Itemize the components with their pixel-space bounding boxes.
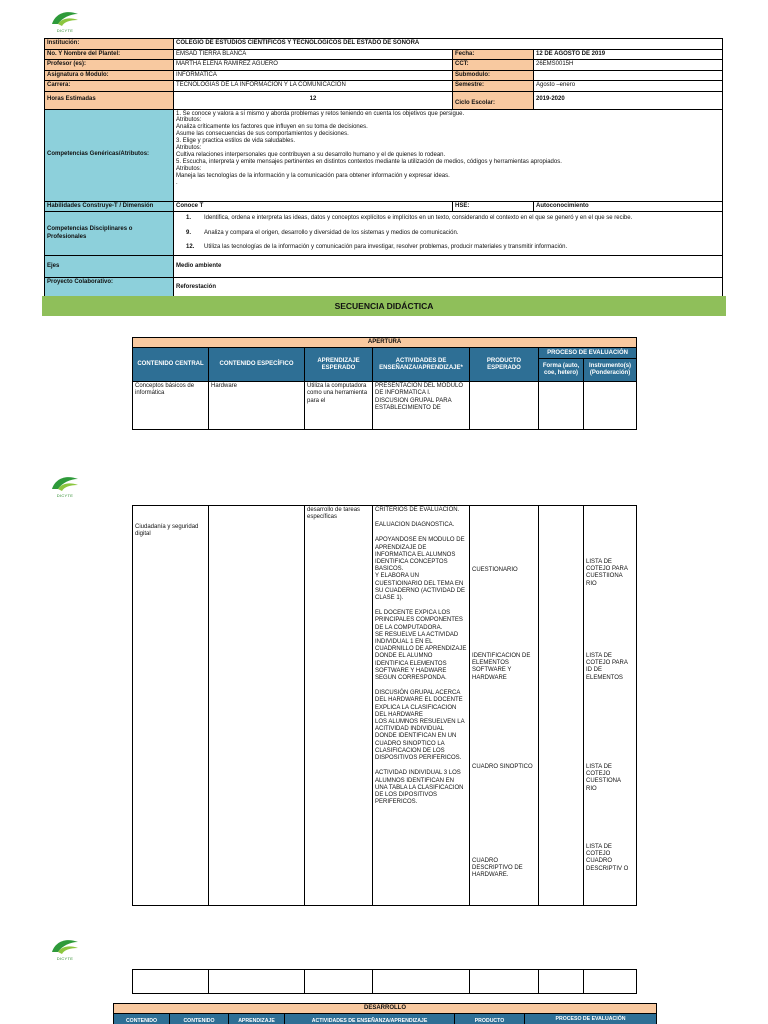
secuencia-title: SECUENCIA DIDÁCTICA (42, 296, 726, 316)
apertura-title: APERTURA (133, 338, 637, 348)
ejes-label: Ejes (45, 256, 174, 278)
cct-value: 26EMS0015H (534, 60, 723, 71)
activity-item: CRITERIOS DE EVALUACION. (375, 507, 460, 513)
logo-leaf-icon (48, 473, 82, 493)
producto-item: CUADRO DESCRIPTIVO DE HARDWARE. (472, 858, 523, 879)
activity-item: ACTIVIDAD INDIVIDUAL 3 LOS ALUMNOS IDENTIFICAN EN UNA TABLA LA CLASIFICACION DE LOS DIPOSITIVOS PERIFERICOS. (375, 770, 464, 806)
header-proceso: PROCESO DE EVALUACIÓN (525, 1014, 657, 1024)
activity-item: DISCUSIÓN GRUPAL ACERCA DEL HARDWARE EL DOCENTE EXPLICA LA CLASIFICACION DEL HARDWARE LOS ALUMNOS RESUELVEN LA ACITIVIDAD INDIVIDUAL DONDE IDENTIFICAN EN UN CUADRO SINOPTICO LA CLASIFICACION DE LOS DISPOSITIVOS PERIFERICOS. (375, 690, 465, 762)
fecha-label: Fecha: (453, 49, 534, 60)
info-table (44, 38, 723, 298)
activity-item: EALUACION DIAGNOSTICA. (375, 522, 455, 529)
asignatura-value: INFORMATICA (174, 70, 453, 81)
proyecto-label: Proyecto Colaborativo: (45, 278, 174, 298)
cell-producto (470, 506, 539, 906)
header-proceso: PROCESO DE EVALUACIÓN (539, 348, 637, 359)
cell-forma (539, 506, 584, 906)
header-actividades: ACTIVIDADES DE ENSEÑANZA/APRENDIZAJE* (373, 348, 470, 382)
habilidades-value: Conoce T (174, 201, 453, 212)
semestre-label: Semestre: (453, 81, 534, 92)
disciplinar-item: 1. Identifica, ordena e interpreta las ideas, datos y conceptos explícitos e implícitos en un texto, considerando el contexto en el que se generó y en el que se recibe. (186, 215, 633, 221)
continuation-table (132, 505, 637, 906)
cell-instrumento (584, 382, 637, 430)
habilidades-label: Habilidades Construye-T / Dimensión (45, 201, 174, 212)
header-actividades: ACTIVIDADES DE ENSEÑANZA/APRENDIZAJE (285, 1014, 455, 1024)
competencias-genericas-label: Competencias Genéricas/Atributos: (45, 109, 174, 201)
producto-item: IDENTIFICACION DE ELEMENTOS SOFTWARE Y HARDWARE (472, 653, 531, 681)
plantel-value: EMSAD TIERRA BLANCA (174, 49, 453, 60)
disciplinar-item: 12. Utiliza las tecnologías de la información y comunicación para investigar, resolver problemas, producir materiales y transmitir información. (186, 244, 568, 250)
cell-forma (539, 382, 584, 430)
header-aprendizaje: APRENDIZAJE ESPERADO (305, 348, 373, 382)
cell-central: Ciudadanía y seguridad digital (133, 506, 209, 906)
hse-value: Autoconocimiento (534, 201, 723, 212)
header-contenido-especifico: CONTENIDO ESPECÍFICO (209, 348, 305, 382)
cell-actividades (373, 506, 470, 906)
instrumento-item: LISTA DE COTEJO CUADRO DESCRIPTIV O (586, 844, 629, 872)
desarrollo-table (113, 1003, 657, 1024)
cell-producto (470, 382, 539, 430)
horas-value: 12 (174, 91, 453, 109)
header-producto: PRODUCTO (455, 1014, 525, 1024)
activity-item: APOYANDOSE EN MODULO DE APRENDIZAJE DE INFORMATICA EL ALUMNOS IDENTIFICA CONCEPTOS BASICOS. Y ELABORA UN CUESTIOINARIO DEL TEMA EN SU CUADERNO (ACTIVIDAD DE CLASE 1). (375, 537, 466, 602)
logo (48, 936, 82, 962)
carrera-label: Carrera: (45, 81, 174, 92)
instrumento-item: LISTA DE COTEJO CUESTIONA RIO (586, 764, 621, 792)
institucion-label: Institución: (45, 39, 174, 50)
logo-text: DICYTE (56, 956, 74, 961)
empty-row-table (132, 969, 637, 994)
asignatura-label: Asignatura o Modulo: (45, 70, 174, 81)
hse-label: HSE: (453, 201, 534, 212)
disciplinares-label: Competencias Disciplinares o Profesionales (45, 212, 174, 256)
submodulo-label: Submodulo: (453, 70, 534, 81)
disciplinares-list (174, 212, 723, 256)
profesor-label: Profesor (es): (45, 60, 174, 71)
semestre-value: Agosto –enero (534, 81, 723, 92)
logo (48, 473, 82, 499)
producto-item: CUESTIONARIO (472, 567, 518, 573)
header-instrumento: Instrumento(s) (Ponderación) (584, 359, 637, 382)
ejes-value: Medio ambiente (174, 256, 723, 278)
desarrollo-title: DESARROLLO (114, 1004, 657, 1014)
table-row (133, 506, 637, 906)
fecha-value: 12 DE AGOSTO DE 2019 (534, 49, 723, 60)
cell-especifico: Hardware (209, 382, 305, 430)
instrumento-item: LISTA DE COTEJO PARA CUESTIIONA RIO (586, 559, 628, 587)
logo-leaf-icon (48, 936, 82, 956)
disciplinar-item: 9. Analiza y compara el origen, desarrollo y diversidad de los sistemas y medios de comunicación. (186, 229, 459, 236)
logo-leaf-icon (48, 8, 82, 28)
header-contenido: CONTENIDO (114, 1014, 170, 1024)
ciclo-label: Ciclo Escolar: (453, 91, 534, 109)
cell-especifico (209, 506, 305, 906)
apertura-table (132, 337, 637, 430)
carrera-value: TECNOLOGIAS DE LA INFORMACION Y LA COMUNICACIÓN (174, 81, 453, 92)
plantel-label: No. Y Nombre del Plantel: (45, 49, 174, 60)
submodulo-value (534, 70, 723, 81)
ciclo-value: 2019-2020 (534, 91, 723, 109)
cell-actividades: PRESENTACION DEL MODULO DE INFORMATICA I. DISCUSION GRUPAL PARA ESTABLECIMIENTO DE (373, 382, 470, 430)
logo-text: DICYTE (56, 493, 74, 498)
table-row (133, 970, 637, 994)
header-producto: PRODUCTO ESPERADO (470, 348, 539, 382)
cell-central: Conceptos básicos de informática (133, 382, 209, 430)
table-row (133, 382, 637, 430)
competencias-genericas-text: 1. Se conoce y valora a sí mismo y aborda problemas y retos teniendo en cuenta los objetivos que persigue. Atributos: Analiza críticamente los factores que influyen en su toma de decisiones. Asume las consecuencias de sus comportamientos y decisiones. 3. Elige y practica estilos de vida saludables. Atributos: Cultiva relaciones interpersonales que contribuyen a su desarrollo humano y el de quienes lo rodean. 5. Escucha, interpreta y emite mensajes pertinentes en distintos contextos mediante la utilización de medios, códigos y herramientas apropiados. Atributos: Maneja las tecnologías de la información y la comunicación para obtener información y expresar ideas. . (174, 109, 723, 201)
logo-text: DICYTE (56, 28, 74, 33)
activity-item: EL DOCENTE EXPICA LOS PRINCIPALES COMPONENTES DE LA COMPUTADORA. SE RESUELVE LA ACTIVIDAD INDIVIDUAL 1 EN EL CUADRNILLO DE APRENDIZAJE DONDE EL ALUMNO IDENTIFICA ELEMENTOS SOFTWARE Y HADWARE SEGUN CORRESPONDA. (375, 610, 467, 682)
producto-item: CUADRO SINOPTICO (472, 764, 533, 770)
cell-instrumento (584, 506, 637, 906)
cell-aprendizaje: desarrollo de tareas específicas (305, 506, 373, 906)
cell-aprendizaje: Utiliza la computadora como una herramienta para el (305, 382, 373, 430)
institucion-value: COLEGIO DE ESTUDIOS CIENTIFICOS Y TECNOLOGICOS DEL ESTADO DE SONORA (174, 39, 723, 50)
header-forma: Forma (auto, coe, hetero) (539, 359, 584, 382)
header-contenido: CONTENIDO (170, 1014, 229, 1024)
cct-label: CCT: (453, 60, 534, 71)
profesor-value: MARTHA ELENA RAMIREZ AGUERO (174, 60, 453, 71)
horas-label: Horas Estimadas (45, 91, 174, 109)
header-contenido-central: CONTENIDO CENTRAL (133, 348, 209, 382)
instrumento-item: LISTA DE COTEJO PARA ID DE ELEMENTOS (586, 653, 628, 681)
proyecto-value: Reforestación (174, 278, 723, 298)
logo (48, 8, 82, 34)
header-aprendizaje: APRENDIZAJE (229, 1014, 285, 1024)
